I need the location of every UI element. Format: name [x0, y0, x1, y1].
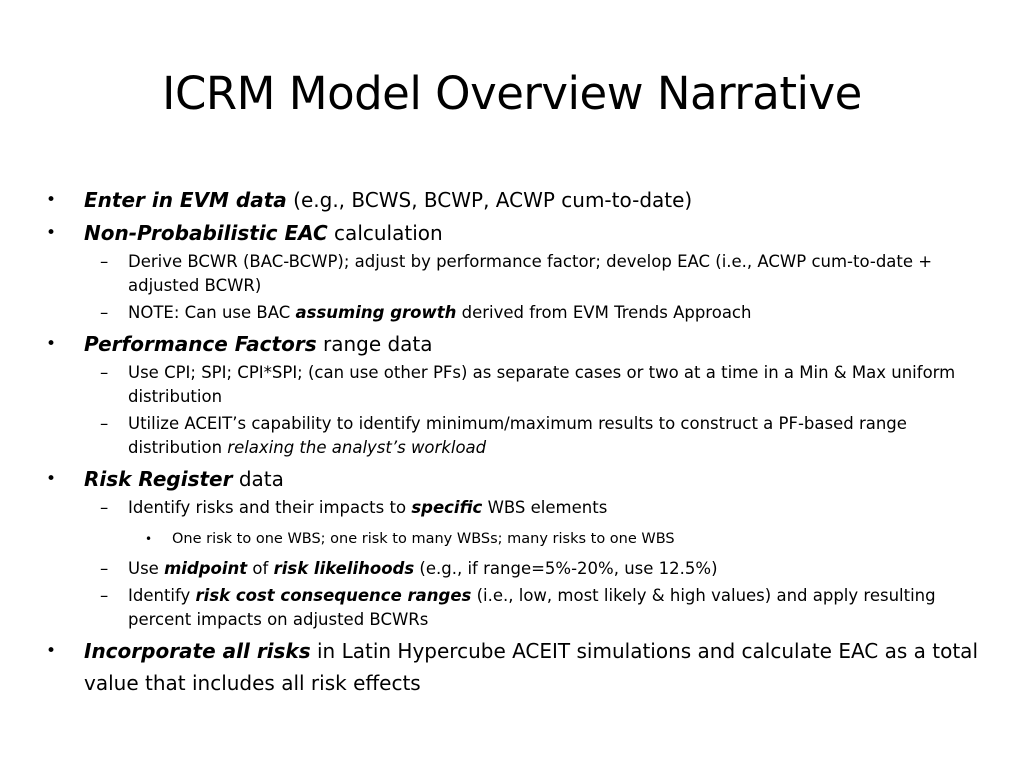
bullet-text	[84, 463, 984, 495]
bullet-dot-icon: •	[46, 469, 57, 489]
bullet-enter-evm-data	[44, 184, 984, 216]
subsubbullet-risk-mapping	[145, 528, 984, 550]
bullet-non-probabilistic-eac	[44, 217, 984, 249]
bullet-incorporate-all-risks	[44, 635, 984, 699]
bullet-risk-register	[44, 463, 984, 495]
subbullet-utilize-aceit	[100, 412, 984, 460]
dash-icon: –	[100, 252, 109, 271]
subbullet-use-midpoint	[100, 557, 984, 581]
subbullet-italic: relaxing the analyst’s workload	[227, 438, 487, 457]
bullet-emphasis: Enter in EVM data	[84, 188, 287, 212]
slide-title: ICRM Model Overview Narrative	[162, 67, 862, 120]
bullet-text	[84, 217, 984, 249]
bullet-dot-icon: •	[46, 190, 57, 210]
subbullet-plain: (i.e., low, most likely & high values) and apply resulting percent impacts on adjusted BCWRs	[128, 586, 936, 629]
subbullet-plain: NOTE: Can use BAC	[128, 303, 296, 322]
subbullet-text: Derive BCWR (BAC-BCWP); adjust by performance factor; develop EAC (i.e., ACWP cum-to-date + adjusted BCWR)	[128, 252, 933, 295]
subbullet-emphasis: midpoint	[164, 559, 248, 578]
bullet-dot-icon: •	[46, 223, 57, 243]
subbullet-emphasis: risk likelihoods	[273, 559, 415, 578]
subbullet-emphasis: specific	[411, 498, 483, 517]
subbullet-text	[128, 412, 984, 460]
subbullet-note-bac	[100, 301, 984, 325]
bullet-dot-icon: •	[145, 532, 153, 546]
bullet-emphasis: Incorporate all risks	[84, 639, 311, 663]
dash-icon: –	[100, 498, 109, 517]
subbullet-plain: Identify	[128, 586, 196, 605]
subbullet-identify-consequence	[100, 584, 984, 632]
dash-icon: –	[100, 363, 109, 382]
bullet-emphasis: Performance Factors	[84, 332, 317, 356]
subbullet-derive-bcwr	[100, 250, 984, 298]
bullet-text	[84, 635, 984, 699]
bullet-plain: calculation	[327, 221, 443, 245]
subbullet-text	[128, 496, 984, 520]
bullet-performance-factors	[44, 328, 984, 360]
bullet-dot-icon: •	[46, 641, 57, 661]
dash-icon: –	[100, 559, 109, 578]
subbullet-plain: Use	[128, 559, 165, 578]
subbullet-emphasis: assuming growth	[295, 303, 457, 322]
subbullet-plain: Identify risks and their impacts to	[128, 498, 412, 517]
subbullet-plain: of	[247, 559, 274, 578]
dash-icon: –	[100, 414, 109, 433]
bullet-plain: in Latin Hypercube ACEIT simulations and calculate EAC as a total value that includes all risk effects	[84, 639, 978, 695]
bullet-dot-icon: •	[46, 334, 57, 354]
subbullet-plain: (e.g., if range=5%-20%, use 12.5%)	[414, 559, 718, 578]
subbullet-use-cpi	[100, 361, 984, 409]
slide-content	[44, 184, 984, 700]
bullet-plain: (e.g., BCWS, BCWP, ACWP cum-to-date)	[286, 188, 693, 212]
subbullet-plain: derived from EVM Trends Approach	[456, 303, 752, 322]
bullet-text	[84, 184, 984, 216]
subbullet-plain: WBS elements	[482, 498, 608, 517]
subbullet-text	[128, 584, 984, 632]
subsubbullet-text: One risk to one WBS; one risk to many WBSs; many risks to one WBS	[172, 531, 675, 547]
dash-icon: –	[100, 586, 109, 605]
subbullet-text: Use CPI; SPI; CPI*SPI; (can use other PFs) as separate cases or two at a time in a Min & Max uniform distribution	[128, 363, 956, 406]
bullet-plain: data	[232, 467, 284, 491]
bullet-emphasis: Risk Register	[84, 467, 233, 491]
bullet-text	[84, 328, 984, 360]
subbullet-emphasis: risk cost consequence ranges	[195, 586, 472, 605]
dash-icon: –	[100, 303, 109, 322]
bullet-plain: range data	[316, 332, 433, 356]
subbullet-plain: Utilize ACEIT’s capability to identify minimum/maximum results to construct a PF-based range distribution	[128, 414, 907, 457]
subbullet-text	[128, 557, 984, 581]
subbullet-text	[128, 301, 984, 325]
subbullet-identify-risks	[100, 496, 984, 520]
bullet-emphasis: Non-Probabilistic EAC	[84, 221, 328, 245]
